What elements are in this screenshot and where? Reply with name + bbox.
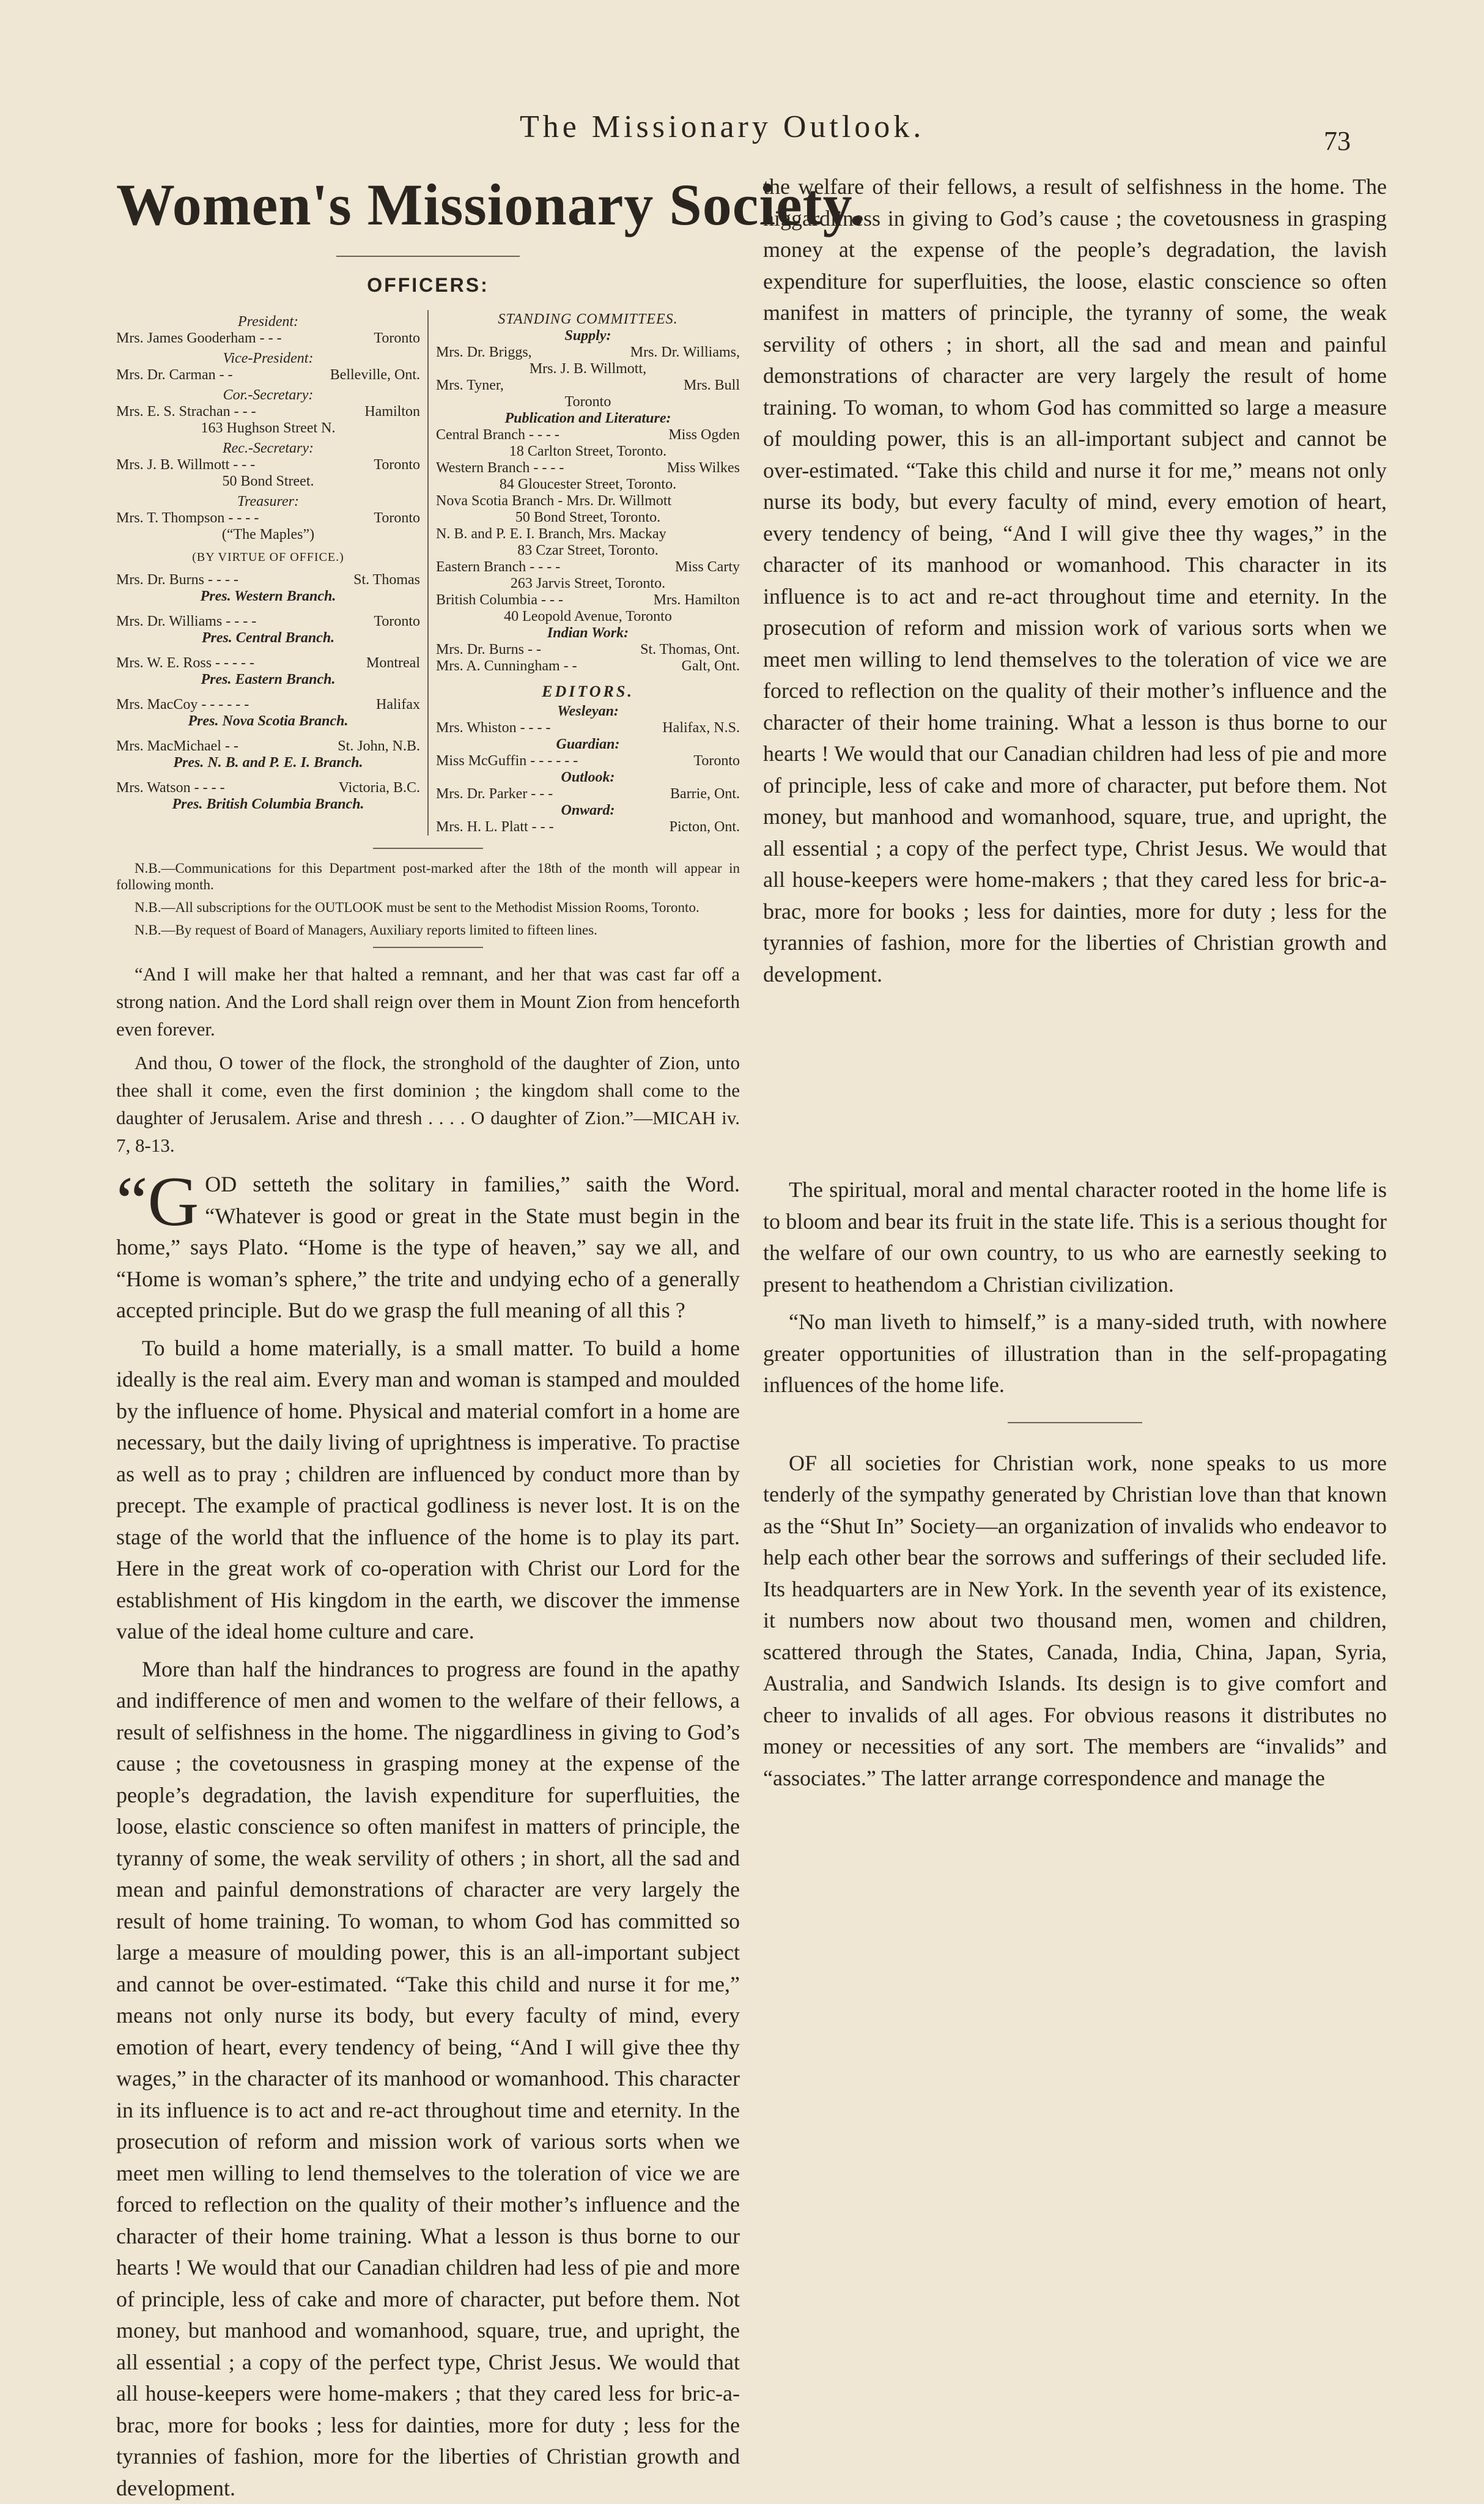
article-paragraph-3 bbox=[116, 1654, 740, 2500]
supply-bull: Mrs. Bull bbox=[683, 377, 740, 393]
williams-name: Mrs. Dr. Williams - - - - bbox=[116, 613, 257, 629]
right-column bbox=[763, 171, 1387, 1800]
rec-secretary-role: Rec.-Secretary: bbox=[222, 440, 314, 456]
burns-name: Mrs. Dr. Burns - - - - bbox=[116, 572, 238, 588]
watson-line bbox=[116, 780, 420, 796]
nova-scotia-line: Nova Scotia Branch - Mrs. Dr. Willmott bbox=[436, 493, 672, 509]
publication-heading: Publication and Literature: bbox=[504, 410, 671, 426]
macmichael-name: Mrs. MacMichael - - bbox=[116, 738, 238, 754]
vice-president-role: Vice-President: bbox=[223, 350, 314, 366]
nb-pei-address: 83 Czar Street, Toronto. bbox=[517, 543, 659, 558]
supply-line-1 bbox=[436, 344, 740, 361]
supply-heading: Supply: bbox=[564, 328, 611, 344]
running-head: The Missionary Outlook. bbox=[520, 109, 925, 144]
editors-heading: EDITORS. bbox=[542, 683, 634, 700]
maccoy-title: Pres. Nova Scotia Branch. bbox=[188, 713, 349, 729]
article-paragraph-3-start: More than half the hindrances to progress are found in the apathy and indifference of men and women to the welfare of their fellows, a result of selfishness in the home. The niggardliness in giving to God’s cause ; the covetousness in grasping money at the expense of the people’s degradation, the lavish expenditure for superfluities, the loose, elastic conscience so often manifest in matters of principle, the tyranny of some, the weak servility of others ; in short, all the sad and mean and painful demonstrations of character are very largely the result of home training. To woman, to whom God has committed so large a measure of moulding power, this is an all-important subject and cannot be over-estimated. “Take this child and nurse it for me,” means not only nurse its body, but every faculty of mind, every emotion of heart, every tendency of being, “And I will give thee thy wages,” in the character of its manhood or womanhood. This character in its influence is to act and re-act throughout time and eternity. In the prosecution of reform and mission work of various sorts when we meet men willing to lend themselves to the toleration of vice we are forced to reflection on the quality of their mother’s influence and the character of their home training. What a lesson is thus borne to our hearts ! We would that our Canadian children had less of pie and more of principle, less of cake and more of character, put before them. Not money, but manhood and womanhood, square, true, and upright, the all essential ; a copy of the perfect type, Christ Jesus. We would that all house-keepers were home-makers ; that they cared less for bric-a-brac, more for books ; less for dainties, more for duty ; less for the tyrannies of fashion, more for the liberties of Christian growth and development. bbox=[116, 1656, 740, 2500]
parker-name: Mrs. Dr. Parker - - - bbox=[436, 786, 553, 802]
president-name: Mrs. James Gooderham - - - bbox=[116, 330, 282, 346]
page-number: 73 bbox=[1324, 126, 1351, 156]
central-line bbox=[436, 427, 740, 443]
guardian-heading: Guardian: bbox=[556, 736, 620, 752]
macmichael-title: Pres. N. B. and P. E. I. Branch. bbox=[173, 755, 363, 771]
watson-place: Victoria, B.C. bbox=[338, 780, 420, 796]
platt-place: Picton, Ont. bbox=[669, 819, 740, 835]
vice-president-name: Mrs. Dr. Carman - - bbox=[116, 367, 233, 383]
wesleyan-heading: Wesleyan: bbox=[557, 703, 619, 719]
officers-right-column bbox=[429, 310, 740, 835]
cor-secretary-role: Cor.-Secretary: bbox=[223, 387, 314, 403]
article-paragraph-3-continued bbox=[763, 171, 1387, 1168]
cor-secretary-place: Hamilton bbox=[364, 404, 420, 420]
treasurer-address: (“The Maples”) bbox=[221, 527, 315, 543]
maccoy-name: Mrs. MacCoy - - - - - - bbox=[116, 697, 249, 713]
bc-address: 40 Leopold Avenue, Toronto bbox=[504, 609, 672, 624]
note-item: N.B.—By request of Board of Managers, Auxiliary reports limited to fifteen lines. bbox=[135, 922, 597, 938]
section-rule bbox=[1008, 1422, 1142, 1423]
drop-cap: “G bbox=[116, 1163, 199, 1241]
officers-rule bbox=[373, 848, 483, 849]
ross-line bbox=[116, 655, 420, 672]
supply-tyner: Mrs. Tyner, bbox=[436, 377, 504, 393]
indian-cunningham: Mrs. A. Cunningham - - bbox=[436, 658, 577, 674]
supply-briggs: Mrs. Dr. Briggs, bbox=[436, 344, 532, 360]
title-rule bbox=[336, 256, 520, 257]
western-line bbox=[436, 460, 740, 476]
platt-name: Mrs. H. L. Platt - - - bbox=[436, 819, 554, 835]
notes-rule bbox=[373, 947, 483, 948]
parker-line bbox=[436, 786, 740, 802]
left-column bbox=[116, 171, 865, 2500]
watson-name: Mrs. Watson - - - - bbox=[116, 780, 225, 796]
central-person: Miss Ogden bbox=[668, 427, 740, 443]
indian-line-1 bbox=[436, 642, 740, 658]
president-place: Toronto bbox=[374, 330, 420, 346]
article-paragraph-3-cont-text: the welfare of their fellows, a result of selfishness in the home. The niggardliness in giving to God’s cause ; the covetousness in grasping money at the expense of the people’s degradation, the lavish expenditure for superfluities, the loose, elastic conscience so often manifest in matters of principle, the tyranny of some, the weak servility of others ; in short, all the sad and mean and painful demonstrations of character are very largely the result of home training. To woman, to whom God has committed so large a measure of moulding power, this is an all-important subject and cannot be over-estimated. “Take this child and nurse it for me,” means not only nurse its body, but every faculty of mind, every emotion of heart, every tendency of being, “And I will give thee thy wages,” in the character of its manhood or womanhood. This character in its influence is to act and re-act throughout time and eternity. In the prosecution of reform and mission work of various sorts when we meet men willing to lend themselves to the toleration of vice we are forced to reflection on the quality of their mother’s influence and the character of their home training. What a lesson is thus borne to our hearts ! We would that our Canadian children had less of pie and more of principle, less of cake and more of character, put before them. Not money, but manhood and womanhood, square, true, and upright, the all essential ; a copy of the perfect type, Christ Jesus. We would that all house-keepers were home-makers ; that they cared less for bric-a-brac, more for books ; less for dainties, more for duty ; less for the tyrannies of fashion, more for the liberties of Christian growth and development. bbox=[763, 174, 1387, 987]
eastern-address: 263 Jarvis Street, Toronto. bbox=[510, 576, 666, 591]
platt-line bbox=[436, 819, 740, 835]
vice-president-place: Belleville, Ont. bbox=[330, 367, 420, 383]
article-paragraph-1-text: OD setteth the solitary in families,” saith the Word. “Whatever is good or great in the State must begin in the home,” says Plato. “Home is the type of heaven,” say we all, and “Home is woman’s sphere,” the trite and undying echo of a generally accepted principle. But do we grasp the full meaning of all this ? bbox=[116, 1172, 740, 1322]
macmichael-line bbox=[116, 738, 420, 755]
williams-line bbox=[116, 613, 420, 630]
eastern-branch: Eastern Branch - - - - bbox=[436, 559, 561, 575]
eastern-line bbox=[436, 559, 740, 576]
rec-secretary-address: 50 Bond Street. bbox=[222, 473, 314, 489]
bc-line bbox=[436, 592, 740, 609]
maccoy-line bbox=[116, 697, 420, 713]
outlook-heading: Outlook: bbox=[561, 769, 615, 785]
by-virtue-of-office: (BY VIRTUE OF OFFICE.) bbox=[192, 550, 344, 564]
officers-heading: OFFICERS: bbox=[367, 274, 489, 296]
treasurer-name: Mrs. T. Thompson - - - - bbox=[116, 510, 259, 526]
article-paragraph-6: OF all societies for Christian work, none speaks to us more tenderly of the sympathy generated by Christian love than that known as the “Shut In” Society—an organization of invalids who endeavor to help each other bear the sorrows and sufferings of their secluded life. Its headquarters are in New York. In the seventh year of its existence, it numbers now about two thousand men, women and children, scattered through the States, Canada, India, China, Japan, Syria, Australia, and Sandwich Islands. Its design is to give comfort and cheer to invalids of all ages. For obvious reasons it distributes no money or necessities of any sort. The members are “invalids” and “associates.” The latter arrange correspondence and manage the bbox=[763, 1450, 1387, 1790]
ross-name: Mrs. W. E. Ross - - - - - bbox=[116, 655, 254, 671]
indian-cunningham-place: Galt, Ont. bbox=[681, 658, 740, 674]
western-address: 84 Gloucester Street, Toronto. bbox=[499, 476, 677, 492]
scripture-paragraph: “And I will make her that halted a remnant, and her that was cast far off a strong nation. And the Lord shall reign over them in Mount Zion from henceforth even forever. bbox=[116, 963, 740, 1040]
whiston-line bbox=[436, 720, 740, 736]
parker-place: Barrie, Ont. bbox=[670, 786, 740, 802]
mcguffin-line bbox=[436, 753, 740, 769]
cor-secretary-line bbox=[116, 404, 420, 420]
western-branch: Western Branch - - - - bbox=[436, 460, 564, 476]
watson-title: Pres. British Columbia Branch. bbox=[172, 796, 364, 812]
supply-line-3 bbox=[436, 377, 740, 394]
officers-left-column bbox=[116, 310, 429, 835]
mcguffin-name: Miss McGuffin - - - - - - bbox=[436, 753, 578, 769]
article-paragraph-5: “No man liveth to himself,” is a many-sided truth, with nowhere greater opportunities of illustration than in the self-propagating influences of the home life. bbox=[763, 1309, 1387, 1397]
cor-secretary-name: Mrs. E. S. Strachan - - - bbox=[116, 404, 256, 420]
supply-place: Toronto bbox=[564, 394, 611, 410]
cor-secretary-address: 163 Hughson Street N. bbox=[201, 420, 336, 436]
rec-secretary-name: Mrs. J. B. Willmott - - - bbox=[116, 457, 256, 473]
supply-willmott: Mrs. J. B. Willmott, bbox=[529, 361, 647, 377]
central-address: 18 Carlton Street, Toronto. bbox=[509, 443, 667, 459]
article-paragraph-1 bbox=[116, 1163, 740, 1327]
article-paragraph-4: The spiritual, moral and mental character rooted in the home life is to bloom and bear its fruit in the state life. This is a serious thought for the welfare of our own country, to us who are earnestly seeking to present to heathendom a Christian civilization. bbox=[763, 1177, 1387, 1297]
bc-branch: British Columbia - - - bbox=[436, 592, 563, 608]
department-title: Women's Missionary Society. bbox=[116, 172, 865, 237]
burns-place: St. Thomas bbox=[353, 572, 420, 588]
note-item: N.B.—Communications for this Department post-marked after the 18th of the month will appear in following month. bbox=[116, 861, 740, 892]
rec-secretary-place: Toronto bbox=[374, 457, 420, 473]
scripture-paragraph: And thou, O tower of the flock, the stronghold of the daughter of Zion, unto thee shall it come, even the first dominion ; the kingdom shall come to the daughter of Jerusalem. Arise and thresh . . . . O daughter of Zion.”—MICAH iv. 7, 8-13. bbox=[116, 1052, 740, 1156]
treasurer-place: Toronto bbox=[374, 510, 420, 526]
supply-williams: Mrs. Dr. Williams, bbox=[630, 344, 740, 360]
whiston-name: Mrs. Whiston - - - - bbox=[436, 720, 551, 736]
indian-burns-place: St. Thomas, Ont. bbox=[640, 642, 740, 657]
president-line bbox=[116, 330, 420, 347]
scripture-quote bbox=[116, 960, 740, 1159]
indian-line-2 bbox=[436, 658, 740, 675]
maccoy-place: Halifax bbox=[376, 697, 420, 713]
officers-list bbox=[116, 310, 740, 835]
nb-pei-line: N. B. and P. E. I. Branch, Mrs. Mackay bbox=[436, 526, 666, 542]
burns-line bbox=[116, 572, 420, 588]
onward-heading: Onward: bbox=[561, 802, 615, 818]
williams-place: Toronto bbox=[374, 613, 420, 629]
notes bbox=[116, 860, 740, 938]
vice-president-line bbox=[116, 367, 420, 383]
rec-secretary-line bbox=[116, 457, 420, 473]
burns-title: Pres. Western Branch. bbox=[200, 588, 336, 604]
article-paragraph-2: To build a home materially, is a small matter. To build a home ideally is the real aim. Every man and woman is stamped and moulded by the influence of home. Physical and material comfort in a home are necessary, but the daily living of uprightness is imperative. To practise as well as to pray ; children are influenced by conduct more than by precept. The example of practical godliness is never lost. It is on the stage of the world that the influence of the home is to play its part. Here in the great work of co-operation with Christ our Lord for the establishment of His kingdom in the earth, we discover the immense value of the ideal home culture and care. bbox=[116, 1335, 740, 1643]
ross-place: Montreal bbox=[366, 655, 420, 671]
article-left bbox=[116, 1163, 740, 2500]
indian-burns: Mrs. Dr. Burns - - bbox=[436, 642, 541, 657]
president-role: President: bbox=[237, 314, 299, 330]
whiston-place: Halifax, N.S. bbox=[662, 720, 740, 736]
treasurer-role: Treasurer: bbox=[237, 494, 299, 509]
ross-title: Pres. Eastern Branch. bbox=[201, 672, 336, 687]
western-person: Miss Wilkes bbox=[666, 460, 740, 476]
bc-person: Mrs. Hamilton bbox=[653, 592, 740, 608]
indian-work-heading: Indian Work: bbox=[547, 625, 629, 641]
central-branch: Central Branch - - - - bbox=[436, 427, 559, 443]
eastern-person: Miss Carty bbox=[674, 559, 740, 575]
note-item: N.B.—All subscriptions for the OUTLOOK must be sent to the Methodist Mission Rooms, Toronto. bbox=[135, 900, 700, 915]
standing-committees-heading: STANDING COMMITTEES. bbox=[498, 311, 678, 327]
macmichael-place: St. John, N.B. bbox=[338, 738, 420, 754]
mcguffin-place: Toronto bbox=[693, 753, 740, 769]
treasurer-line bbox=[116, 510, 420, 527]
nova-scotia-address: 50 Bond Street, Toronto. bbox=[515, 509, 661, 525]
williams-title: Pres. Central Branch. bbox=[201, 630, 335, 646]
